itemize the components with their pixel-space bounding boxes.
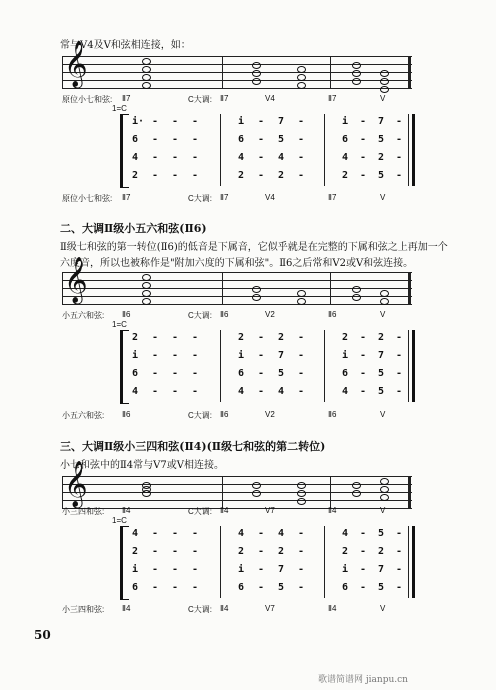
note-cell: 4: [238, 528, 245, 539]
jianpu-block-2: [120, 330, 420, 406]
note-cell: -: [192, 528, 199, 539]
chord-label: C大调:: [188, 95, 212, 104]
note: [142, 66, 151, 73]
note: [142, 490, 151, 497]
note-cell: -: [172, 528, 179, 539]
note-cell: 4: [132, 152, 139, 163]
note-cell: -: [360, 170, 367, 181]
note-cell: 2: [132, 332, 139, 343]
note-cell: i: [342, 564, 349, 575]
note-cell: i: [238, 350, 245, 361]
note-cell: -: [172, 152, 179, 163]
chord-label: Ⅱ7: [220, 94, 229, 103]
note-cell: 4: [342, 386, 349, 397]
note-cell: -: [152, 546, 159, 557]
note-cell: -: [192, 546, 199, 557]
note-cell: -: [192, 386, 199, 397]
section-heading: 三、大调Ⅱ级小三四和弦(Ⅱ4)(Ⅱ级七和弦的第二转位): [60, 440, 326, 453]
note: [297, 490, 306, 497]
note-cell: -: [258, 134, 265, 145]
treble-clef-icon: 𝄞: [64, 461, 88, 507]
chord-label: Ⅱ7: [328, 193, 337, 202]
note-cell: 6: [342, 368, 349, 379]
note-cell: -: [192, 134, 199, 145]
note-cell: 2: [378, 546, 385, 557]
note-cell: -: [152, 582, 159, 593]
note-cell: -: [396, 582, 403, 593]
note-cell: -: [360, 546, 367, 557]
chord-label: V7: [265, 604, 275, 613]
note-cell: 6: [238, 582, 245, 593]
note-cell: -: [396, 546, 403, 557]
note: [352, 490, 361, 497]
page-number: 50: [34, 628, 51, 642]
note-cell: i·: [132, 116, 145, 127]
note-cell: -: [258, 528, 265, 539]
chord-label: Ⅱ6: [220, 410, 229, 419]
note-cell: i: [342, 116, 349, 127]
note-cell: -: [360, 386, 367, 397]
note-cell: -: [192, 350, 199, 361]
note-cell: -: [396, 528, 403, 539]
note: [252, 490, 261, 497]
note-cell: 2: [342, 546, 349, 557]
key-signature: 1=C: [112, 320, 127, 329]
note-cell: -: [298, 582, 305, 593]
note-cell: -: [298, 332, 305, 343]
note-cell: -: [396, 368, 403, 379]
note-cell: 7: [278, 564, 285, 575]
note-cell: -: [258, 582, 265, 593]
note-cell: -: [298, 116, 305, 127]
chord-label: Ⅱ6: [328, 410, 337, 419]
chord-label: V7: [265, 506, 275, 515]
chord-label: Ⅱ7: [122, 193, 131, 202]
note: [380, 86, 389, 93]
note: [297, 498, 306, 505]
jianpu-block-1: [120, 114, 420, 190]
note-cell: -: [152, 564, 159, 575]
note-cell: -: [192, 582, 199, 593]
note: [252, 482, 261, 489]
chord-label: V4: [265, 193, 275, 202]
note-cell: -: [360, 582, 367, 593]
note-cell: -: [298, 152, 305, 163]
note-cell: 2: [132, 170, 139, 181]
chord-label: Ⅱ6: [220, 310, 229, 319]
note: [380, 70, 389, 77]
note-cell: -: [298, 386, 305, 397]
note-cell: -: [172, 332, 179, 343]
note-cell: -: [172, 546, 179, 557]
note: [297, 66, 306, 73]
note-cell: -: [152, 332, 159, 343]
chord-label: 小三四和弦:: [62, 507, 105, 516]
note: [142, 290, 151, 297]
chord-label: 小五六和弦:: [62, 411, 105, 420]
note-cell: -: [396, 332, 403, 343]
note-cell: 2: [342, 332, 349, 343]
note-cell: 7: [278, 350, 285, 361]
note-cell: -: [298, 564, 305, 575]
note-cell: 5: [278, 134, 285, 145]
note: [252, 286, 261, 293]
chord-label: 小五六和弦:: [62, 311, 105, 320]
note-cell: 6: [342, 582, 349, 593]
note: [352, 286, 361, 293]
note: [142, 82, 151, 89]
note-cell: -: [192, 116, 199, 127]
note-cell: -: [192, 332, 199, 343]
note: [252, 62, 261, 69]
note-cell: -: [396, 564, 403, 575]
chord-label: V2: [265, 410, 275, 419]
note-cell: 4: [238, 152, 245, 163]
note-cell: -: [192, 368, 199, 379]
note-cell: -: [360, 528, 367, 539]
note-cell: 4: [132, 386, 139, 397]
note-cell: -: [360, 152, 367, 163]
note-cell: 2: [238, 170, 245, 181]
chord-label: C大调:: [188, 311, 212, 320]
note-cell: -: [172, 134, 179, 145]
note-cell: -: [152, 386, 159, 397]
note-cell: -: [258, 170, 265, 181]
note-cell: -: [258, 386, 265, 397]
note-cell: -: [360, 564, 367, 575]
note-cell: -: [258, 564, 265, 575]
chord-label: 原位小七和弦:: [62, 194, 113, 203]
chord-label: C大调:: [188, 411, 212, 420]
note: [297, 482, 306, 489]
note-cell: 4: [132, 528, 139, 539]
note-cell: 5: [378, 386, 385, 397]
note-cell: -: [396, 116, 403, 127]
note-cell: 2: [238, 332, 245, 343]
key-signature: 1=C: [112, 104, 127, 113]
note-cell: 2: [278, 170, 285, 181]
treble-clef-icon: 𝄞: [64, 41, 88, 87]
note-cell: 2: [342, 170, 349, 181]
note-cell: 5: [378, 170, 385, 181]
note-cell: 2: [238, 546, 245, 557]
note-cell: 6: [132, 134, 139, 145]
note-cell: -: [298, 350, 305, 361]
note-cell: 4: [342, 152, 349, 163]
paragraph: Ⅱ级七和弦的第一转位(Ⅱ6)的低音是下属音，它似乎就是在完整的下属和弦之上再加一个: [60, 242, 448, 253]
chord-label: V: [380, 410, 386, 419]
note: [297, 82, 306, 89]
note-cell: -: [258, 332, 265, 343]
note-cell: i: [132, 564, 139, 575]
chord-label: V4: [265, 94, 275, 103]
note-cell: -: [152, 152, 159, 163]
note-cell: 5: [378, 134, 385, 145]
chord-label: Ⅱ7: [328, 94, 337, 103]
note: [142, 298, 151, 305]
chord-label: Ⅱ4: [122, 506, 131, 515]
note-cell: -: [396, 350, 403, 361]
chord-label: C大调:: [188, 507, 212, 516]
note: [142, 74, 151, 81]
note-cell: -: [258, 368, 265, 379]
section-heading: 二、大调Ⅱ级小五六和弦(Ⅱ6): [60, 222, 207, 235]
note-cell: i: [342, 350, 349, 361]
note-cell: 5: [278, 368, 285, 379]
note-cell: -: [360, 134, 367, 145]
note-cell: -: [152, 134, 159, 145]
note: [380, 298, 389, 305]
note-cell: 5: [278, 582, 285, 593]
note: [252, 70, 261, 77]
note: [352, 482, 361, 489]
note-cell: -: [192, 170, 199, 181]
note-cell: -: [396, 170, 403, 181]
note-cell: i: [238, 116, 245, 127]
treble-clef-icon: 𝄞: [64, 257, 88, 303]
paragraph: 六度音，所以也被称作是"附加六度的下属和弦"。Ⅱ6之后常和V2或V和弦连接。: [60, 258, 414, 269]
note-cell: -: [396, 152, 403, 163]
chord-label: Ⅱ4: [328, 506, 337, 515]
note-cell: -: [152, 528, 159, 539]
note-cell: -: [360, 116, 367, 127]
note: [352, 62, 361, 69]
chord-label: Ⅱ6: [122, 310, 131, 319]
note: [297, 298, 306, 305]
note-cell: 4: [278, 386, 285, 397]
note: [380, 494, 389, 501]
note-cell: 2: [278, 332, 285, 343]
note: [352, 294, 361, 301]
note-cell: 5: [378, 528, 385, 539]
note-cell: -: [172, 564, 179, 575]
note-cell: -: [258, 350, 265, 361]
paragraph: 小七和弦中的Ⅱ4常与V7或V相连接。: [60, 460, 224, 471]
note-cell: 2: [132, 546, 139, 557]
note: [380, 290, 389, 297]
note-cell: -: [360, 368, 367, 379]
note-cell: -: [258, 546, 265, 557]
note-cell: 7: [278, 116, 285, 127]
note-cell: -: [298, 134, 305, 145]
note: [380, 486, 389, 493]
note-cell: -: [172, 368, 179, 379]
note-cell: -: [258, 152, 265, 163]
note: [142, 282, 151, 289]
note-cell: i: [132, 350, 139, 361]
note: [252, 294, 261, 301]
note-cell: 6: [132, 368, 139, 379]
chord-label: Ⅱ4: [220, 506, 229, 515]
note: [142, 274, 151, 281]
note-cell: -: [298, 368, 305, 379]
note: [142, 58, 151, 65]
note-cell: -: [258, 116, 265, 127]
note-cell: -: [152, 350, 159, 361]
note-cell: -: [298, 528, 305, 539]
chord-label: V2: [265, 310, 275, 319]
note-cell: -: [192, 564, 199, 575]
note-cell: 4: [342, 528, 349, 539]
note-cell: i: [238, 564, 245, 575]
note-cell: 6: [132, 582, 139, 593]
chord-label: Ⅱ6: [328, 310, 337, 319]
note-cell: -: [172, 350, 179, 361]
note-cell: -: [396, 134, 403, 145]
chord-label: 小三四和弦:: [62, 605, 105, 614]
note-cell: -: [360, 350, 367, 361]
key-signature: 1=C: [112, 516, 127, 525]
note: [380, 78, 389, 85]
note-cell: -: [360, 332, 367, 343]
chord-label: V: [380, 310, 386, 319]
chord-label: 原位小七和弦:: [62, 95, 113, 104]
note-cell: 5: [378, 582, 385, 593]
note-cell: 4: [278, 528, 285, 539]
chord-label: Ⅱ6: [122, 410, 131, 419]
note-cell: -: [396, 386, 403, 397]
note-cell: 6: [238, 368, 245, 379]
note: [380, 478, 389, 485]
chord-label: V: [380, 506, 386, 515]
jianpu-block-3: [120, 526, 420, 602]
note-cell: 2: [378, 332, 385, 343]
note-cell: -: [172, 170, 179, 181]
note: [297, 74, 306, 81]
note-cell: 2: [278, 546, 285, 557]
note-cell: -: [192, 152, 199, 163]
chord-label: C大调:: [188, 194, 212, 203]
chord-label: V: [380, 193, 386, 202]
note-cell: -: [172, 582, 179, 593]
note-cell: 6: [238, 134, 245, 145]
note: [352, 70, 361, 77]
note-cell: -: [298, 546, 305, 557]
note-cell: -: [172, 386, 179, 397]
note-cell: 7: [378, 350, 385, 361]
note-cell: 4: [278, 152, 285, 163]
note-cell: 7: [378, 116, 385, 127]
note-cell: -: [152, 170, 159, 181]
note: [297, 290, 306, 297]
chord-label: Ⅱ4: [122, 604, 131, 613]
note-cell: -: [172, 116, 179, 127]
chord-label: Ⅱ4: [220, 604, 229, 613]
note-cell: 5: [378, 368, 385, 379]
note-cell: 2: [378, 152, 385, 163]
chord-label: Ⅱ7: [122, 94, 131, 103]
note-cell: 7: [378, 564, 385, 575]
note: [352, 78, 361, 85]
chord-label: Ⅱ4: [328, 604, 337, 613]
watermark: 歌谱简谱网 jianpu.cn: [318, 675, 408, 685]
intro-text: 常与V4及V和弦相连接，如：: [60, 40, 191, 51]
chord-label: C大调:: [188, 605, 212, 614]
note-cell: -: [152, 116, 159, 127]
chord-label: V: [380, 604, 386, 613]
note-cell: 4: [238, 386, 245, 397]
note-cell: -: [152, 368, 159, 379]
note-cell: -: [298, 170, 305, 181]
note-cell: 6: [342, 134, 349, 145]
chord-label: V: [380, 94, 386, 103]
chord-label: Ⅱ7: [220, 193, 229, 202]
note: [252, 78, 261, 85]
